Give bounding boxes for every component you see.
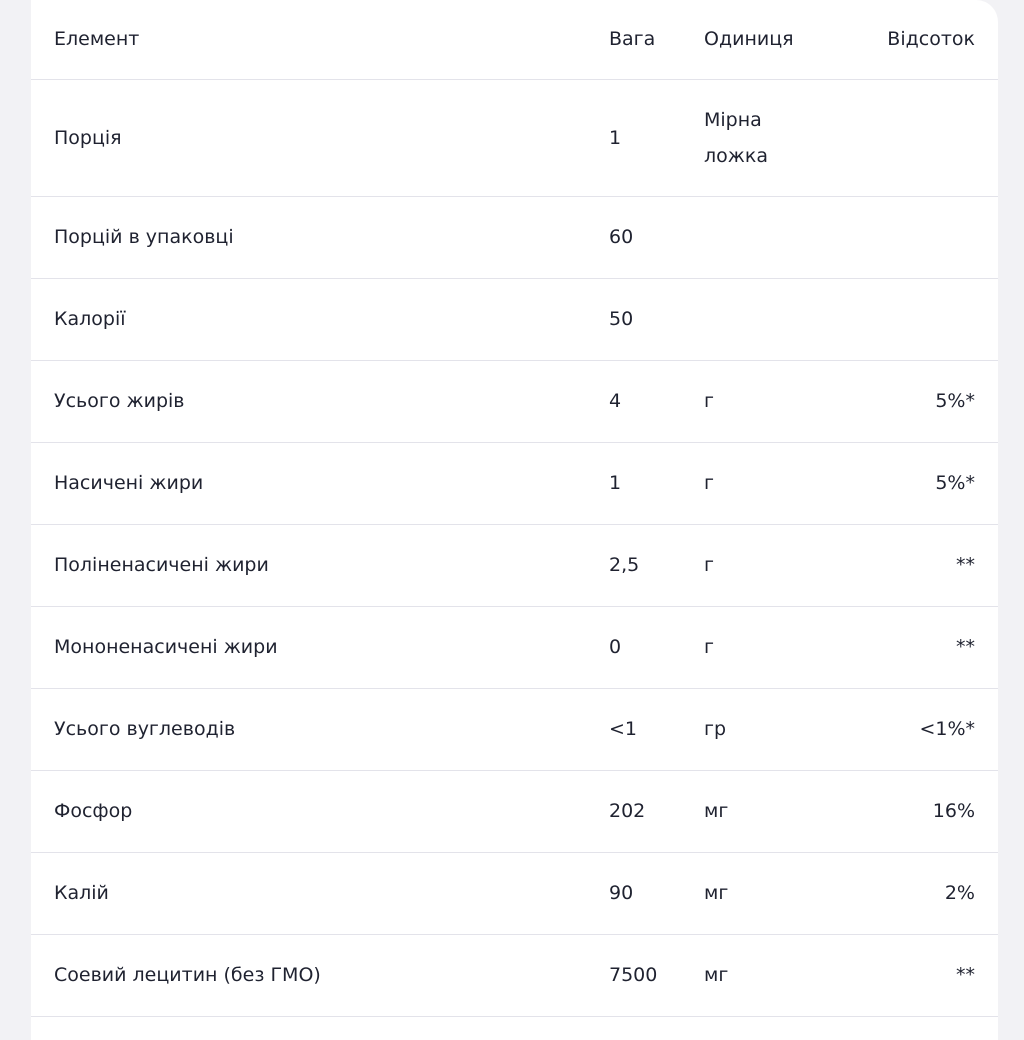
cell-percent bbox=[814, 196, 998, 278]
cell-element: Усього жирів bbox=[54, 390, 185, 412]
cell-element: Калорії bbox=[54, 308, 126, 330]
cell-percent: 16% bbox=[932, 800, 975, 822]
cell-element: Фосфор bbox=[54, 800, 133, 822]
cell-element: Мононенасичені жири bbox=[54, 636, 278, 658]
table-row bbox=[31, 688, 998, 770]
cell-element: Поліненасичені жири bbox=[54, 554, 269, 576]
cell-unit: мг bbox=[704, 800, 729, 822]
cell-percent: ** bbox=[956, 964, 975, 986]
cell-weight: <1 bbox=[609, 718, 638, 740]
cell-unit: г bbox=[704, 472, 714, 494]
column-header-percent: Відсоток bbox=[814, 0, 998, 79]
cell-unit: г bbox=[704, 636, 714, 658]
cell-unit: гр bbox=[704, 718, 727, 740]
cell-weight: 2,5 bbox=[609, 554, 640, 576]
cell-element: Калій bbox=[54, 882, 109, 904]
cell-element: Насичені жири bbox=[54, 472, 204, 494]
table-row bbox=[31, 770, 998, 852]
cell-element: Соевий лецитин (без ГМО) bbox=[54, 964, 321, 986]
cell-weight: 202 bbox=[609, 800, 646, 822]
nutrition-table-card bbox=[31, 0, 998, 1040]
cell-percent bbox=[814, 79, 998, 196]
cell-weight: 1 bbox=[609, 472, 622, 494]
table-body bbox=[31, 79, 998, 1016]
cell-percent bbox=[814, 278, 998, 360]
table-header bbox=[31, 0, 998, 79]
cell-element: Порція bbox=[54, 126, 122, 149]
cell-element: Порцій в упаковці bbox=[54, 226, 234, 248]
cell-weight: 0 bbox=[609, 636, 622, 658]
table-row bbox=[31, 278, 998, 360]
cell-percent: <1%* bbox=[919, 718, 975, 740]
cell-weight: 90 bbox=[609, 882, 634, 904]
table-row bbox=[31, 934, 998, 1016]
cell-unit bbox=[704, 196, 814, 278]
cell-percent: ** bbox=[956, 554, 975, 576]
table-row bbox=[31, 606, 998, 688]
cell-weight: 4 bbox=[609, 390, 622, 412]
cell-element: Усього вуглеводів bbox=[54, 718, 236, 740]
cell-unit: мг bbox=[704, 882, 729, 904]
header-row bbox=[31, 0, 998, 79]
table-row bbox=[31, 524, 998, 606]
cell-weight: 7500 bbox=[609, 964, 658, 986]
cell-percent: 5%* bbox=[935, 390, 975, 412]
table-row bbox=[31, 442, 998, 524]
table-row bbox=[31, 852, 998, 934]
cell-percent: 2% bbox=[944, 882, 975, 904]
cell-unit: мг bbox=[704, 964, 729, 986]
cell-unit: г bbox=[704, 390, 714, 412]
table-row bbox=[31, 360, 998, 442]
cell-percent: ** bbox=[956, 636, 975, 658]
cell-unit: Мірна ложка bbox=[704, 108, 769, 167]
cell-weight: 1 bbox=[609, 126, 622, 149]
cell-weight: 50 bbox=[609, 308, 634, 330]
cell-unit: г bbox=[704, 554, 714, 576]
column-header-weight: Вага bbox=[609, 0, 704, 79]
cell-unit bbox=[704, 278, 814, 360]
table-row bbox=[31, 196, 998, 278]
cell-weight: 60 bbox=[609, 226, 634, 248]
cell-percent: 5%* bbox=[935, 472, 975, 494]
column-header-unit: Одиниця bbox=[704, 0, 814, 79]
table-row bbox=[31, 79, 998, 196]
column-header-element: Елемент bbox=[31, 0, 609, 79]
nutrition-table bbox=[31, 0, 998, 1017]
